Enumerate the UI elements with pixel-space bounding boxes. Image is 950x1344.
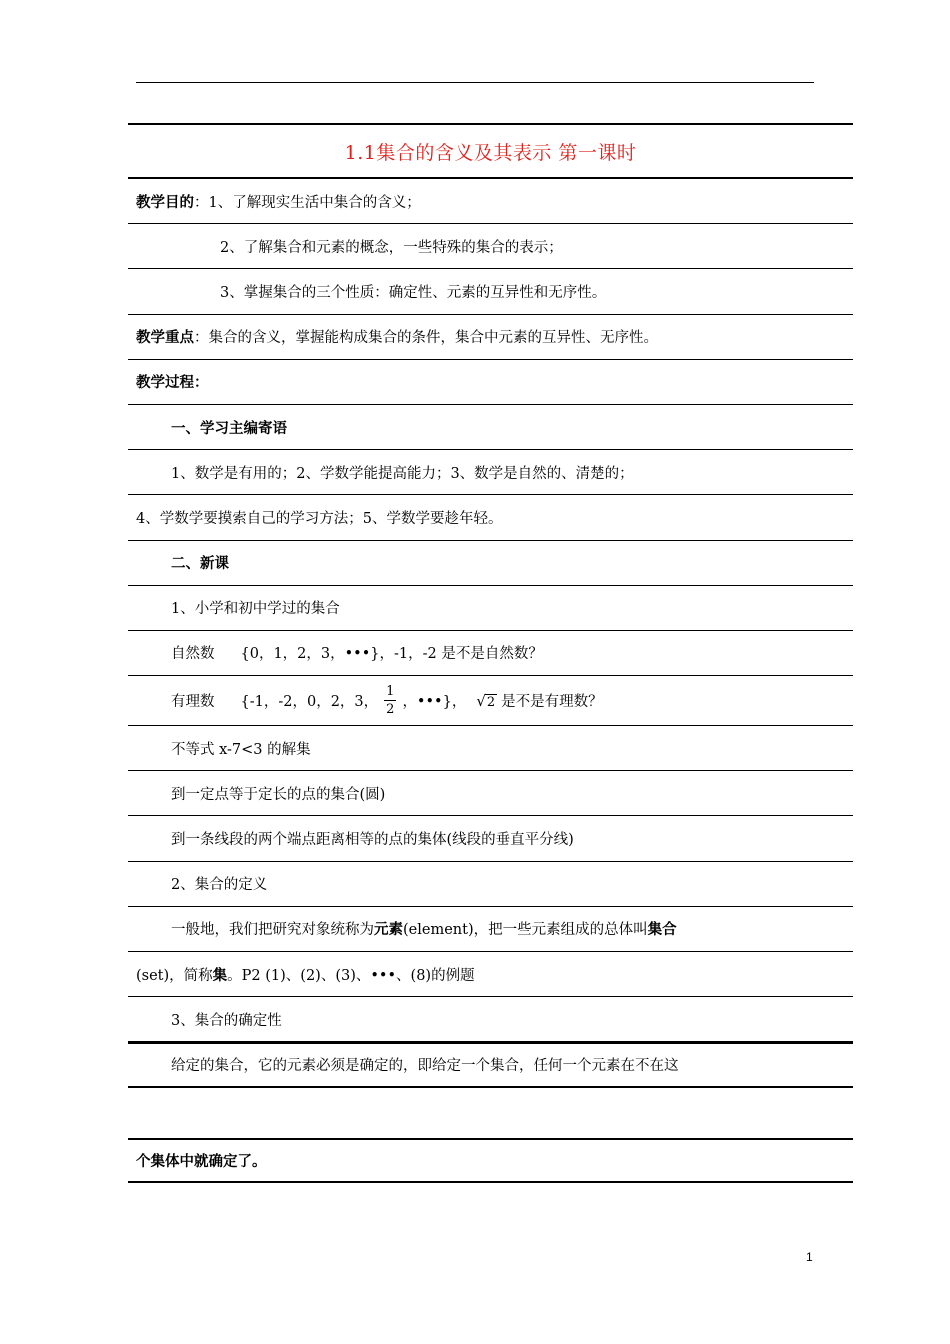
section1-line1-row: [128, 450, 853, 495]
rational-question: 是不是有理数？: [501, 694, 603, 711]
section1-line1: 1、数学是有用的；2、学数学能提高能力；3、数学是自然的、清楚的；: [171, 465, 634, 482]
title-row: [128, 123, 853, 179]
rational-label: 有理数: [171, 694, 215, 711]
key-points-text: 集合的含义，掌握能构成集合的条件，集合中元素的互异性、无序性。: [208, 330, 658, 347]
circle-row: [128, 771, 853, 816]
key-points-colon: ：: [194, 330, 209, 347]
sub1-heading: 1、小学和初中学过的集合: [171, 601, 340, 618]
natural-label: 自然数: [171, 646, 215, 663]
page-number: 1: [806, 1250, 813, 1264]
key-points-label: 教学重点: [136, 330, 194, 347]
sub1-row: [128, 586, 853, 631]
determinacy-row-1: [128, 1042, 853, 1087]
circle-text: 到一定点等于定长的点的集合(圆): [171, 786, 386, 803]
term-set: 集合: [647, 922, 677, 939]
sub2-row: [128, 862, 853, 907]
bisector-row: [128, 816, 853, 861]
natural-numbers-row: [128, 631, 853, 676]
fraction-one-half: [384, 685, 396, 716]
process-row: [128, 360, 853, 405]
section1-line2: 4、学数学要摸索自己的学习方法；5、学数学要趁年轻。: [136, 510, 503, 527]
determinacy-line1: 给定的集合，它的元素必须是确定的，即给定一个集合，任何一个元素在不在这: [171, 1058, 679, 1075]
definition-part-a: 一般地，我们把研究对象统称为: [171, 922, 374, 939]
objective-item-3: 3、掌握集合的三个性质：确定性、元素的互异性和无序性。: [220, 284, 607, 301]
objectives-label: 教学目的: [136, 194, 194, 211]
determinacy-line2: 个集体中就确定了。: [136, 1154, 267, 1171]
definition-part-c: (element)，把一些元素组成的总体叫: [403, 922, 648, 939]
term-short-set: 集: [212, 967, 228, 984]
sub3-row: [128, 997, 853, 1042]
sqrt-two: [476, 692, 497, 710]
definition-row-2: [128, 952, 853, 997]
page-title: 1.1集合的含义及其表示 第一课时: [344, 141, 637, 164]
definition-part-e: (set)，简称: [136, 967, 213, 984]
rational-set-end: ，•••}，: [402, 694, 467, 711]
fraction-denominator: 2: [386, 702, 395, 718]
term-element: 元素: [374, 922, 403, 939]
sub2-heading: 2、集合的定义: [171, 877, 268, 894]
objective-item-2: 2、了解集合和元素的概念，一些特殊的集合的表示；: [220, 239, 563, 256]
section2-heading-row: [128, 541, 853, 586]
rational-numbers-row: [128, 676, 853, 726]
section2-heading: 二、新课: [171, 556, 229, 573]
definition-part-g: 。P2 (1)、(2)、(3)、•••、(8)的例题: [227, 967, 475, 984]
key-points-row: [128, 315, 853, 360]
determinacy-row-2: [128, 1138, 853, 1183]
sub3-heading: 3、集合的确定性: [171, 1012, 282, 1029]
objectives-row-2: [128, 224, 853, 269]
bisector-text: 到一条线段的两个端点距离相等的点的集体(线段的垂直平分线): [171, 832, 574, 849]
fraction-numerator: 1: [386, 684, 395, 700]
header-rule: [136, 82, 814, 83]
section1-line2-row: [128, 495, 853, 540]
lesson-table: [128, 123, 853, 1088]
inequality-text: 不等式 x-7<3 的解集: [171, 741, 311, 758]
inequality-row: [128, 726, 853, 771]
sqrt-sign: √: [476, 691, 486, 710]
section1-heading: 一、学习主编寄语: [171, 420, 287, 437]
objectives-row-3: [128, 269, 853, 314]
sqrt-radicand: 2: [486, 694, 496, 710]
definition-row-1: [128, 907, 853, 952]
objectives-row-1: [128, 179, 853, 224]
natural-set: {0，1，2，3，•••}，-1，-2 是不是自然数？: [240, 646, 543, 663]
rational-set-start: {-1，-2，0，2，3，: [240, 694, 379, 711]
process-label: 教学过程：: [136, 375, 209, 392]
continuation-table: [128, 1138, 853, 1183]
objective-item-1: 1、了解现实生活中集合的含义；: [208, 194, 421, 211]
objectives-colon: ：: [194, 194, 209, 211]
section1-heading-row: [128, 405, 853, 450]
